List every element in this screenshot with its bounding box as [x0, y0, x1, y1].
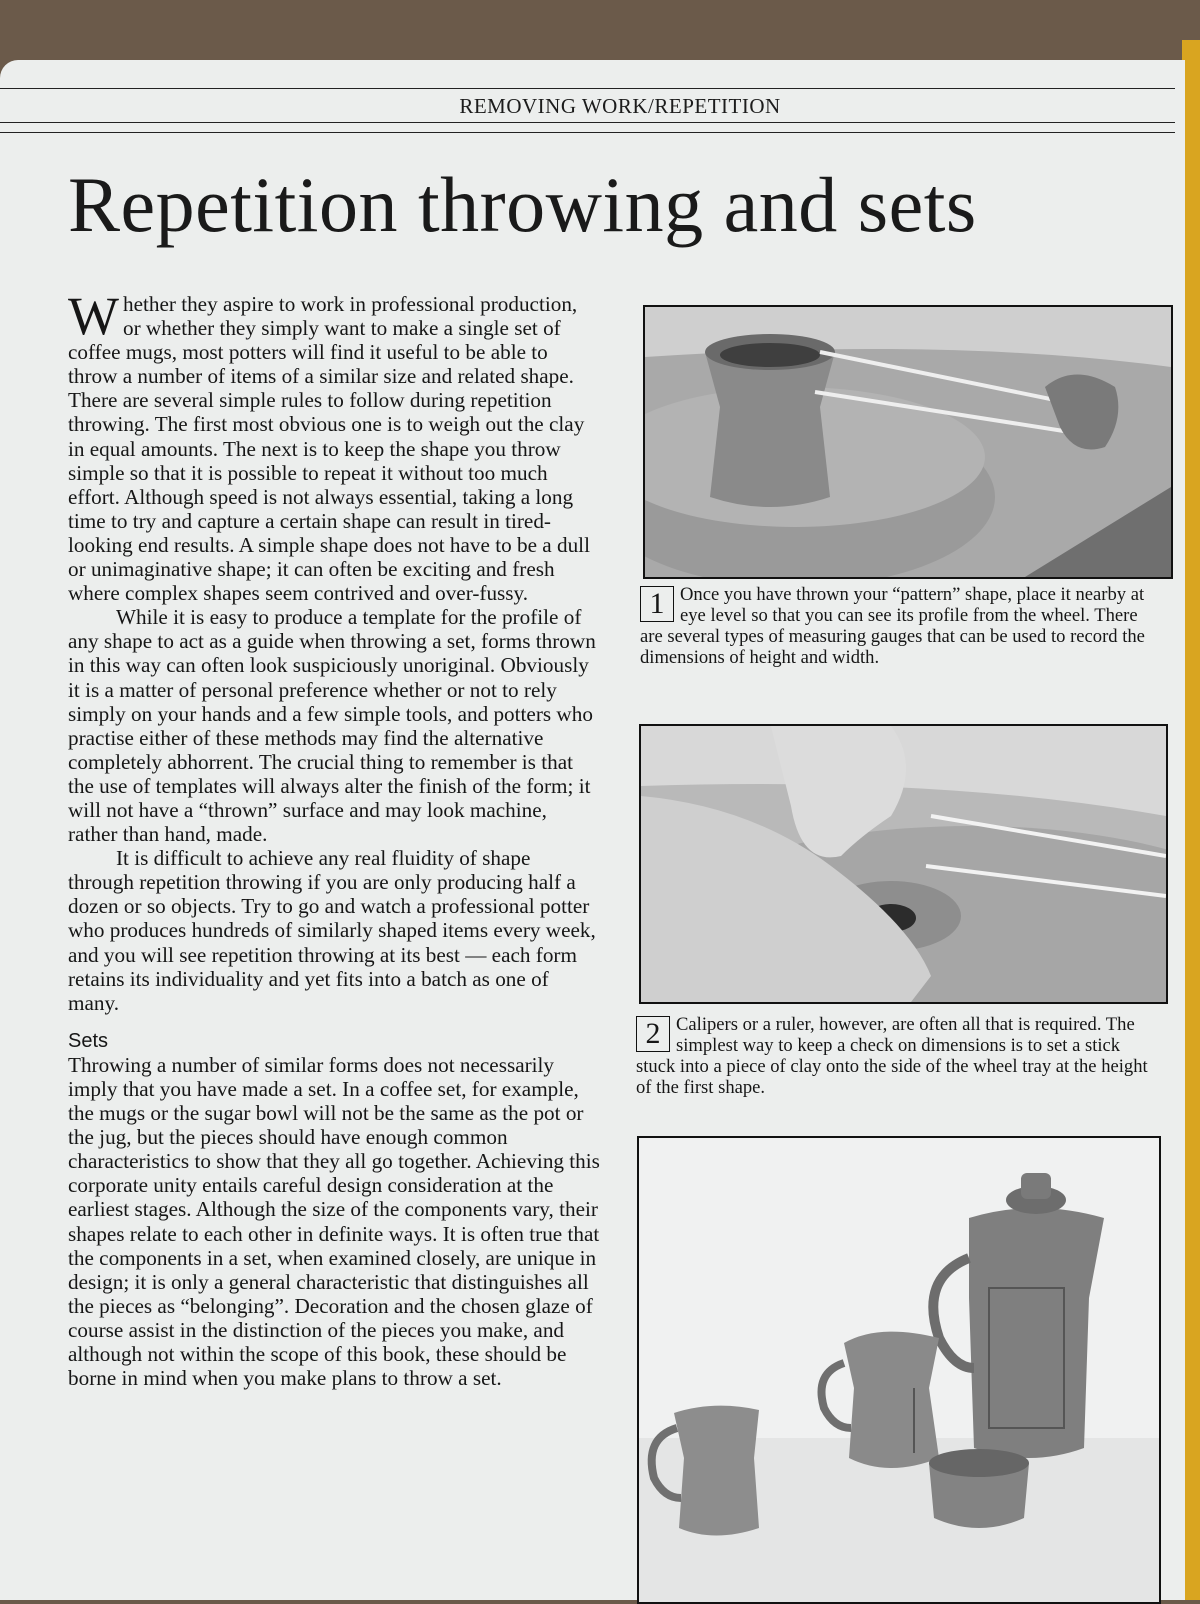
figure-2-caption — [636, 1014, 1156, 1098]
figure-1-caption — [640, 584, 1160, 668]
paragraph-1 — [68, 286, 600, 606]
running-head: REMOVING WORK/REPETITION — [459, 94, 781, 118]
paragraph-4: Throwing a number of similar forms does not necessarily imply that you have made a set. In a coffee set, for example, the mugs or the sugar bowl will not be the same as the pot or the jug, but the pieces should have enough common characteristics to show that they all go together. Achieving this corporate unity entails careful design consideration at the earliest stages. Although the size of the components vary, their shapes relate to each other in definite ways. It is often true that the components in a set, when examined closely, are unique in design; it is only a general characteristic that distinguishes all the pieces as “belonging”. Decoration and the chosen glaze of course assist in the distinction of the pieces you make, and although not within the scope of this book, these should be borne in mind when you make plans to throw a set. — [68, 1052, 600, 1391]
paragraph-3: It is difficult to achieve any real fluidity of shape through repetition throwing if you are only producing half a dozen or so objects. Try to go and watch a professional potter who produces hundreds of similarly shaped items every week, and you will see repetition throwing at its best — each form retains its individuality and yet fits into a batch as one of many. — [68, 846, 596, 1015]
head-rule-1 — [0, 122, 1175, 123]
figure-2-caption-text: Calipers or a ruler, however, are often all that is required. The simplest way to keep a check on dimensions is to set a stick stuck into a piece of clay onto the side of the wheel tray at the height of the first shape. — [636, 1014, 1148, 1098]
paragraph-1-text: hether they aspire to work in professional production, or whether they simply want to make a single set of coffee mugs, most potters will find it useful to be able to throw a number of items of a similar size and related shape. There are several simple rules to follow during repetition throwing. The first most obvious one is to weigh out the clay in equal amounts. The next is to keep the shape you throw simple so that it is possible to repeat it without too much effort. Although speed is not always essential, taking a long time to try and capture a certain shape can result in tired-looking end results. A simple shape does not have to be a dull or unimaginative shape; it can often be exciting and fresh where complex shapes seem contrived and over-fussy. — [68, 292, 590, 606]
figure-3-photo — [637, 1136, 1161, 1604]
paragraph-2: While it is easy to produce a template for the profile of any shape to act as a guide when throwing a set, forms thrown in this way can often look suspiciously unoriginal. Obviously it is a matter of personal preference whether or not to rely simply on your hands and a few simple tools, and potters who practise either of these methods may find the alternative completely abhorrent. The crucial thing to remember is that the use of templates will always alter the finish of the form; it will not have a “thrown” surface and may look machine, rather than hand, made. — [68, 605, 596, 847]
figure-2-photo — [639, 724, 1168, 1004]
body-column — [68, 286, 600, 1391]
sets-heading: Sets — [68, 1029, 109, 1052]
drop-cap: W — [68, 286, 119, 346]
figure-2-number: 2 — [636, 1016, 670, 1052]
top-rule — [0, 88, 1175, 89]
page-title: Repetition throwing and sets — [68, 161, 977, 248]
head-rule-2 — [0, 132, 1175, 133]
figure-1-photo — [643, 305, 1173, 579]
figure-1-caption-text: Once you have thrown your “pattern” shape, place it nearby at eye level so that you can see its profile from the wheel. There are several types of measuring gauges that can be used to record the dimensions of height and width. — [640, 584, 1145, 668]
figure-1-number: 1 — [640, 586, 674, 622]
book-page — [0, 60, 1185, 1600]
